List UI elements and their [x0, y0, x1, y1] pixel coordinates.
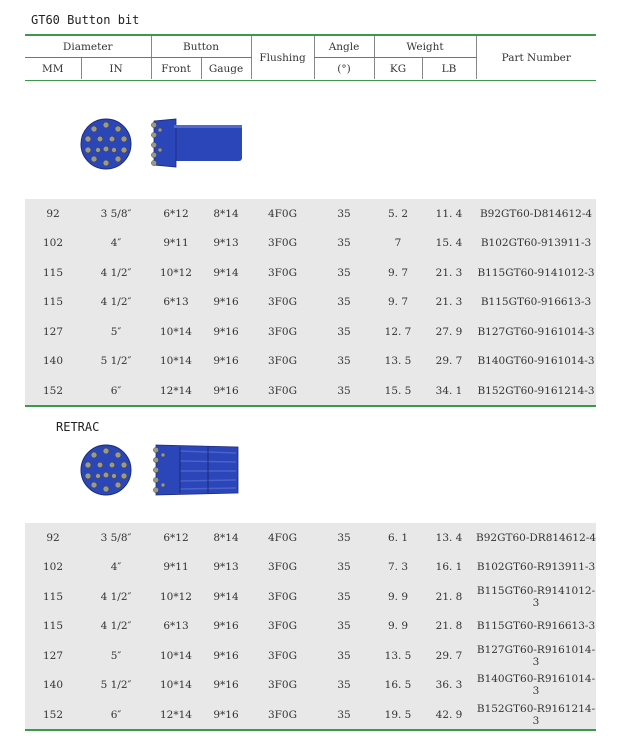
cell-kg: 9. 9: [387, 590, 409, 603]
table-row: [25, 199, 596, 229]
cell-angle: 35: [337, 590, 351, 603]
cell-lb: 21. 8: [435, 590, 463, 603]
cell-kg: 9. 9: [387, 620, 409, 633]
cell-gauge: 9*16: [213, 649, 239, 662]
cell-flushing: 3F0G: [267, 355, 298, 368]
cell-angle: 35: [337, 679, 351, 692]
cell-in: 5 1/2″: [100, 355, 132, 368]
cell-flushing: 3F0G: [267, 708, 298, 721]
cell-lb: 15. 4: [435, 237, 463, 250]
cell-lb: 21. 8: [435, 620, 463, 633]
cell-gauge: 8*14: [213, 207, 239, 220]
cell-angle: 35: [337, 266, 351, 279]
cell-kg: 5. 2: [387, 207, 409, 220]
cell-flushing: 3F0G: [267, 620, 298, 633]
cell-lb: 16. 1: [435, 561, 463, 574]
table-bottom-rule: [25, 729, 596, 731]
header-part-number: Part Number: [476, 36, 596, 79]
cell-angle: 35: [337, 384, 351, 397]
cell-flushing: 3F0G: [267, 561, 298, 574]
cell-angle: 35: [337, 207, 351, 220]
cell-gauge: 9*14: [213, 266, 239, 279]
table-row: [25, 700, 596, 730]
cell-in: 4 1/2″: [100, 266, 132, 279]
cell-front: 10*14: [160, 679, 192, 692]
header-diameter: Diameter: [25, 36, 151, 58]
cell-angle: 35: [337, 355, 351, 368]
cell-gauge: 8*14: [213, 531, 239, 544]
cell-mm: 115: [42, 266, 64, 279]
cell-front: 12*14: [160, 384, 192, 397]
cell-mm: 152: [42, 708, 64, 721]
table-row: [25, 523, 596, 553]
cell-in: 5 1/2″: [100, 679, 132, 692]
table-row: [25, 671, 596, 701]
cell-angle: 35: [337, 531, 351, 544]
table-row: [25, 641, 596, 671]
cell-lb: 11. 4: [435, 207, 463, 220]
cell-part-number: B115GT60-916613-3: [480, 296, 592, 309]
cell-part-number: B102GT60-913911-3: [480, 237, 592, 250]
cell-part-number: B140GT60-9161014-3: [477, 355, 595, 368]
cell-mm: 102: [42, 561, 64, 574]
header-kg: KG: [374, 58, 422, 80]
cell-front: 10*14: [160, 649, 192, 662]
cell-lb: 13. 4: [435, 531, 463, 544]
retrac-bit-face-image: [80, 443, 132, 497]
header-angle-unit: (°): [314, 58, 374, 80]
cell-part-number: B152GT60-9161214-3: [477, 384, 595, 397]
cell-in: 3 5/8″: [100, 531, 132, 544]
header-button: Button: [151, 36, 251, 58]
cell-angle: 35: [337, 649, 351, 662]
cell-front: 10*12: [160, 590, 192, 603]
cell-kg: 15. 5: [384, 384, 412, 397]
cell-in: 5″: [110, 649, 122, 662]
table-row: [25, 317, 596, 347]
header-angle: Angle: [314, 36, 374, 58]
header-flushing: Flushing: [251, 36, 314, 79]
cell-kg: 16. 5: [384, 679, 412, 692]
gt60-table-body: [25, 199, 596, 406]
cell-gauge: 9*13: [213, 561, 239, 574]
header-gauge: Gauge: [201, 58, 251, 80]
cell-kg: 9. 7: [387, 266, 409, 279]
cell-mm: 115: [42, 590, 64, 603]
cell-part-number: B127GT60-9161014-3: [477, 325, 595, 338]
header-front: Front: [151, 58, 201, 80]
cell-front: 12*14: [160, 708, 192, 721]
cell-mm: 127: [42, 649, 64, 662]
cell-front: 10*14: [160, 325, 192, 338]
cell-front: 6*12: [163, 207, 189, 220]
cell-front: 9*11: [163, 237, 189, 250]
table-row: [25, 553, 596, 583]
cell-lb: 21. 3: [435, 296, 463, 309]
page-title: GT60 Button bit: [31, 13, 140, 27]
table-row: [25, 258, 596, 288]
cell-mm: 102: [42, 237, 64, 250]
retrac-title: RETRAC: [56, 420, 100, 434]
cell-mm: 152: [42, 384, 64, 397]
cell-flushing: 3F0G: [267, 266, 298, 279]
cell-in: 4 1/2″: [100, 296, 132, 309]
cell-mm: 92: [46, 531, 60, 544]
table-row: [25, 288, 596, 318]
cell-gauge: 9*14: [213, 590, 239, 603]
cell-angle: 35: [337, 325, 351, 338]
cell-mm: 140: [42, 679, 64, 692]
header-bottom-rule: [25, 80, 596, 81]
table-row: [25, 376, 596, 406]
header-lb: LB: [422, 58, 476, 80]
cell-part-number: B92GT60-DR814612-4: [476, 531, 597, 544]
cell-kg: 7. 3: [387, 561, 409, 574]
cell-kg: 13. 5: [384, 649, 412, 662]
cell-mm: 115: [42, 296, 64, 309]
cell-gauge: 9*16: [213, 620, 239, 633]
table-row: [25, 347, 596, 377]
cell-gauge: 9*16: [213, 384, 239, 397]
cell-flushing: 3F0G: [267, 384, 298, 397]
cell-flushing: 4F0G: [267, 531, 298, 544]
cell-in: 3 5/8″: [100, 207, 132, 220]
cell-kg: 12. 7: [384, 325, 412, 338]
cell-gauge: 9*13: [213, 237, 239, 250]
retrac-table-body: [25, 523, 596, 730]
cell-part-number: B152GT60-R9161214-3: [476, 702, 596, 727]
cell-front: 6*13: [163, 620, 189, 633]
button-bit-face-image: [80, 117, 132, 171]
cell-mm: 127: [42, 325, 64, 338]
cell-lb: 21. 3: [435, 266, 463, 279]
table-row: [25, 582, 596, 612]
cell-flushing: 3F0G: [267, 296, 298, 309]
cell-mm: 115: [42, 620, 64, 633]
cell-angle: 35: [337, 620, 351, 633]
cell-in: 5″: [110, 325, 122, 338]
cell-front: 6*13: [163, 296, 189, 309]
cell-lb: 27. 9: [435, 325, 463, 338]
cell-part-number: B115GT60-R9141012-3: [476, 584, 596, 609]
cell-gauge: 9*16: [213, 355, 239, 368]
header-in: IN: [81, 58, 151, 80]
cell-angle: 35: [337, 561, 351, 574]
cell-gauge: 9*16: [213, 296, 239, 309]
cell-kg: 19. 5: [384, 708, 412, 721]
column-header: [25, 36, 596, 79]
cell-kg: 7: [394, 237, 402, 250]
cell-gauge: 9*16: [213, 679, 239, 692]
cell-flushing: 3F0G: [267, 237, 298, 250]
cell-flushing: 3F0G: [267, 325, 298, 338]
cell-angle: 35: [337, 237, 351, 250]
cell-angle: 35: [337, 296, 351, 309]
cell-in: 4″: [110, 561, 122, 574]
retrac-bit-side-image: [150, 441, 242, 499]
cell-flushing: 3F0G: [267, 679, 298, 692]
cell-gauge: 9*16: [213, 325, 239, 338]
cell-part-number: B115GT60-9141012-3: [477, 266, 595, 279]
cell-mm: 140: [42, 355, 64, 368]
cell-flushing: 3F0G: [267, 590, 298, 603]
cell-in: 6″: [110, 384, 122, 397]
cell-kg: 9. 7: [387, 296, 409, 309]
header-weight: Weight: [374, 36, 476, 58]
cell-lb: 36. 3: [435, 679, 463, 692]
cell-in: 6″: [110, 708, 122, 721]
cell-part-number: B92GT60-D814612-4: [479, 207, 593, 220]
header-mm: MM: [41, 62, 64, 75]
button-bit-side-image: [148, 117, 244, 169]
cell-in: 4″: [110, 237, 122, 250]
cell-front: 6*12: [163, 531, 189, 544]
cell-flushing: 4F0G: [267, 207, 298, 220]
cell-part-number: B115GT60-R916613-3: [476, 620, 596, 633]
cell-front: 9*11: [163, 561, 189, 574]
section-divider: [25, 405, 596, 407]
cell-front: 10*14: [160, 355, 192, 368]
cell-kg: 6. 1: [387, 531, 409, 544]
cell-kg: 13. 5: [384, 355, 412, 368]
cell-in: 4 1/2″: [100, 590, 132, 603]
cell-lb: 42. 9: [435, 708, 463, 721]
cell-angle: 35: [337, 708, 351, 721]
cell-part-number: B102GT60-R913911-3: [476, 561, 596, 574]
cell-part-number: B140GT60-R9161014-3: [476, 673, 596, 698]
table-row: [25, 612, 596, 642]
cell-lb: 29. 7: [435, 355, 463, 368]
cell-lb: 34. 1: [435, 384, 463, 397]
cell-flushing: 3F0G: [267, 649, 298, 662]
table-row: [25, 229, 596, 259]
cell-gauge: 9*16: [213, 708, 239, 721]
cell-part-number: B127GT60-R9161014-3: [476, 643, 596, 668]
cell-in: 4 1/2″: [100, 620, 132, 633]
cell-front: 10*12: [160, 266, 192, 279]
cell-lb: 29. 7: [435, 649, 463, 662]
cell-mm: 92: [46, 207, 60, 220]
